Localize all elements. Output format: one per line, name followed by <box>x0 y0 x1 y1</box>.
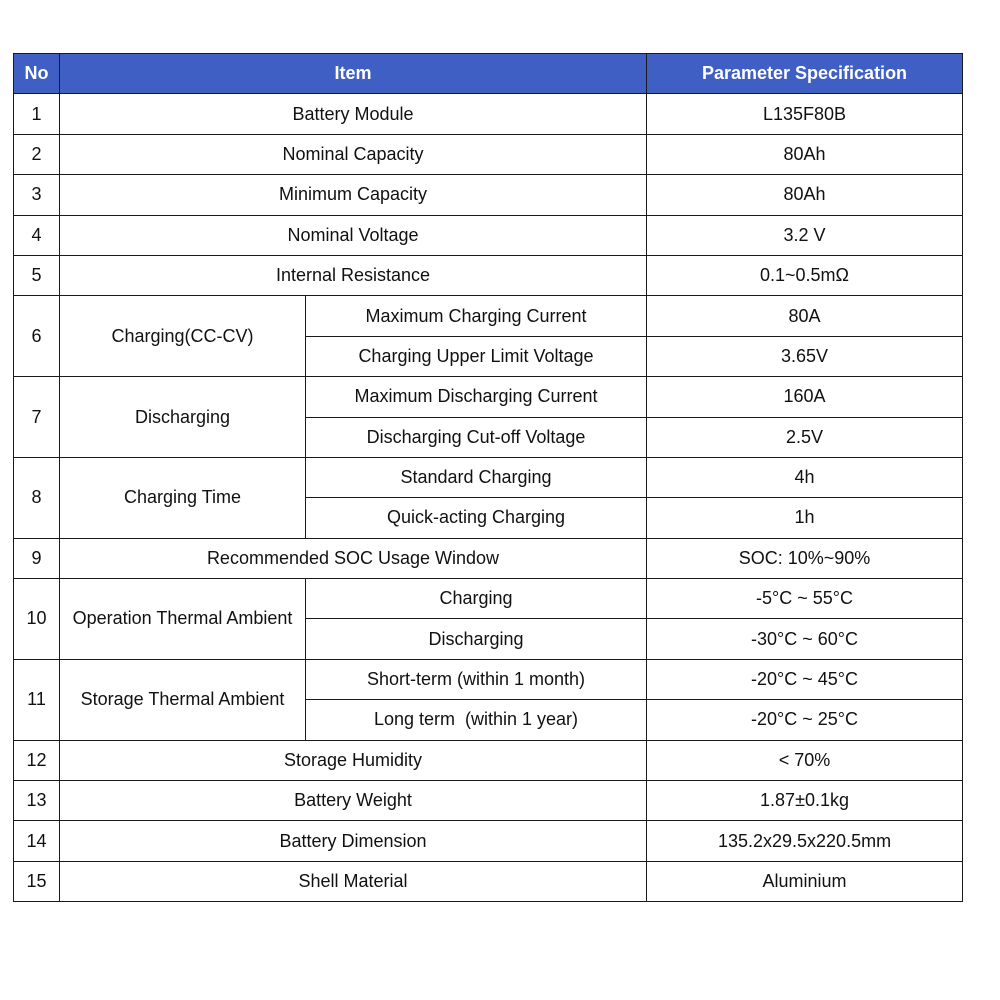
row-value: 1.87±0.1kg <box>647 781 963 821</box>
table-row <box>14 134 963 174</box>
table-row <box>14 94 963 134</box>
row-group: Discharging <box>60 377 306 458</box>
table-row <box>14 457 963 497</box>
row-item: Nominal Voltage <box>60 215 647 255</box>
row-group: Operation Thermal Ambient <box>60 579 306 660</box>
header-param: Parameter Specification <box>647 54 963 94</box>
header-item: Item <box>60 54 647 94</box>
row-value: -5°C ~ 55°C <box>647 579 963 619</box>
row-subitem: Charging Upper Limit Voltage <box>306 336 647 376</box>
row-item: Storage Humidity <box>60 740 647 780</box>
row-item: Battery Dimension <box>60 821 647 861</box>
row-item: Nominal Capacity <box>60 134 647 174</box>
row-value: 3.65V <box>647 336 963 376</box>
row-no: 13 <box>14 781 60 821</box>
row-item: Shell Material <box>60 861 647 901</box>
row-no: 8 <box>14 457 60 538</box>
table-row <box>14 861 963 901</box>
table-row <box>14 377 963 417</box>
row-value: -20°C ~ 45°C <box>647 659 963 699</box>
row-subitem: Charging <box>306 579 647 619</box>
spec-table <box>13 53 963 902</box>
row-value: 3.2 V <box>647 215 963 255</box>
row-no: 9 <box>14 538 60 578</box>
row-subitem: Maximum Discharging Current <box>306 377 647 417</box>
row-no: 5 <box>14 255 60 295</box>
table-row <box>14 821 963 861</box>
row-no: 2 <box>14 134 60 174</box>
row-no: 14 <box>14 821 60 861</box>
table-row <box>14 781 963 821</box>
row-subitem: Discharging Cut-off Voltage <box>306 417 647 457</box>
row-subitem: Quick-acting Charging <box>306 498 647 538</box>
header-row <box>14 54 963 94</box>
row-value: 4h <box>647 457 963 497</box>
table-row <box>14 175 963 215</box>
row-item: Recommended SOC Usage Window <box>60 538 647 578</box>
row-value: 80Ah <box>647 134 963 174</box>
table-row <box>14 215 963 255</box>
row-value: 135.2x29.5x220.5mm <box>647 821 963 861</box>
row-value: -20°C ~ 25°C <box>647 700 963 740</box>
row-subitem: Discharging <box>306 619 647 659</box>
row-value: 160A <box>647 377 963 417</box>
row-no: 1 <box>14 94 60 134</box>
row-subitem: Long term (within 1 year) <box>306 700 647 740</box>
row-no: 7 <box>14 377 60 458</box>
table-row <box>14 296 963 336</box>
row-no: 11 <box>14 659 60 740</box>
row-subitem: Short-term (within 1 month) <box>306 659 647 699</box>
row-item: Battery Module <box>60 94 647 134</box>
row-item: Internal Resistance <box>60 255 647 295</box>
row-subitem: Maximum Charging Current <box>306 296 647 336</box>
header-no: No <box>14 54 60 94</box>
row-no: 10 <box>14 579 60 660</box>
row-item: Minimum Capacity <box>60 175 647 215</box>
row-value: 1h <box>647 498 963 538</box>
row-no: 6 <box>14 296 60 377</box>
table-row <box>14 538 963 578</box>
table-row <box>14 659 963 699</box>
row-group: Storage Thermal Ambient <box>60 659 306 740</box>
row-value: L135F80B <box>647 94 963 134</box>
row-value: 80A <box>647 296 963 336</box>
row-value: -30°C ~ 60°C <box>647 619 963 659</box>
row-value: 80Ah <box>647 175 963 215</box>
row-no: 12 <box>14 740 60 780</box>
table-row <box>14 740 963 780</box>
row-group: Charging Time <box>60 457 306 538</box>
row-value: 2.5V <box>647 417 963 457</box>
row-value: 0.1~0.5mΩ <box>647 255 963 295</box>
row-no: 4 <box>14 215 60 255</box>
row-item: Battery Weight <box>60 781 647 821</box>
table-row <box>14 579 963 619</box>
row-subitem: Standard Charging <box>306 457 647 497</box>
row-value: Aluminium <box>647 861 963 901</box>
table-row <box>14 255 963 295</box>
row-value: < 70% <box>647 740 963 780</box>
row-group: Charging(CC-CV) <box>60 296 306 377</box>
row-value: SOC: 10%~90% <box>647 538 963 578</box>
row-no: 3 <box>14 175 60 215</box>
row-no: 15 <box>14 861 60 901</box>
